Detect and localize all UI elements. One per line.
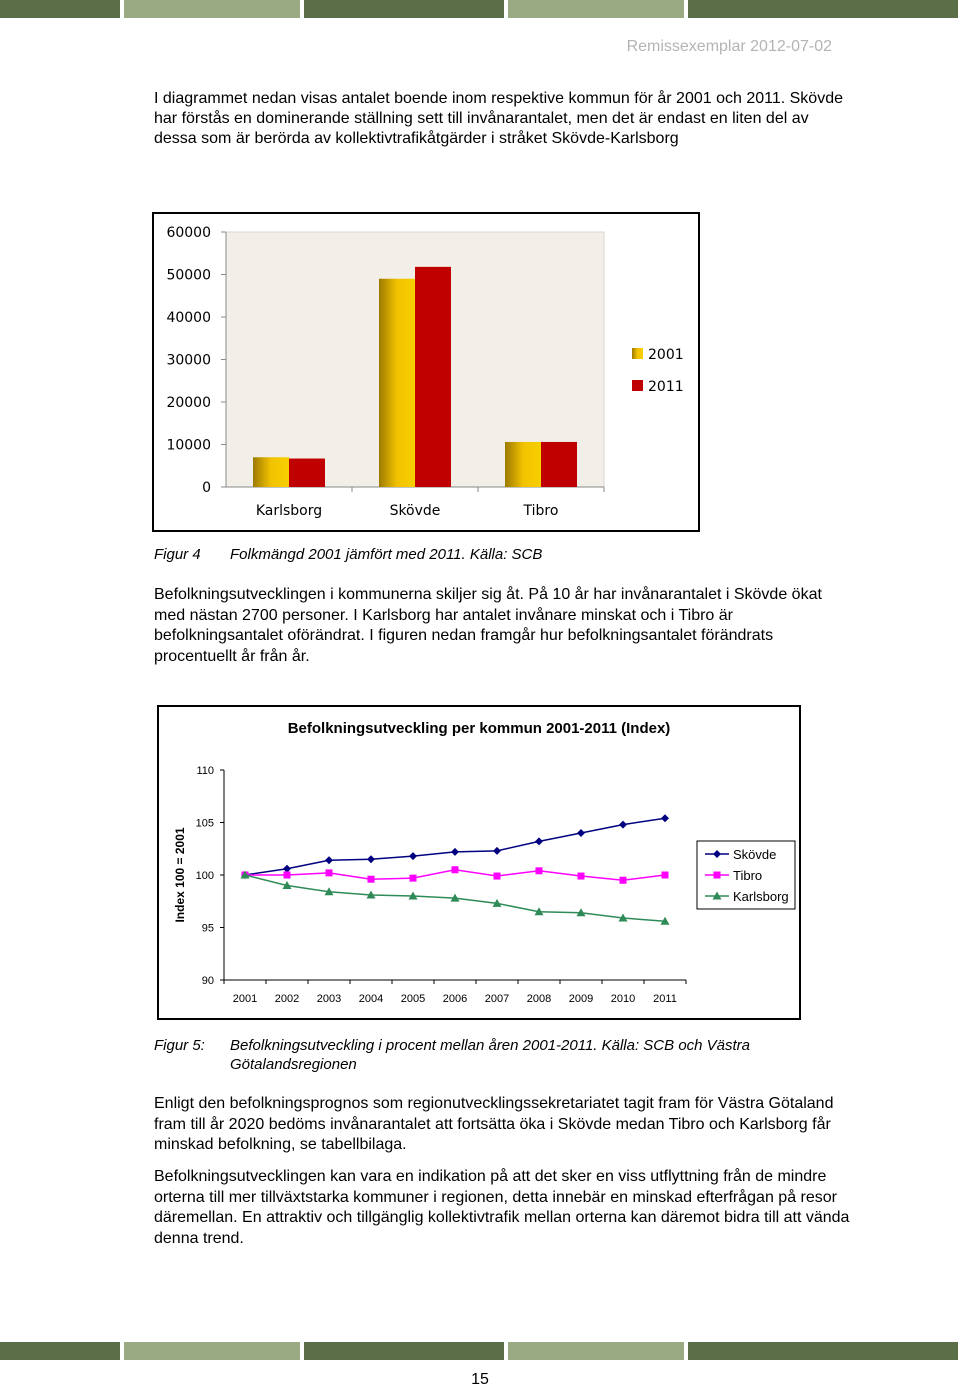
legend-marker-tibro <box>714 872 721 879</box>
bar-chart-svg <box>152 212 700 532</box>
band-segment <box>304 1342 504 1360</box>
legend-swatch-2011 <box>632 380 643 391</box>
x-tick-label: Karlsborg <box>255 503 323 519</box>
y-tick-label: 30000 <box>166 352 211 369</box>
y-tick-label: 95 <box>201 922 214 935</box>
legend-label-2011: 2011 <box>648 379 684 395</box>
y-tick-label: 50000 <box>166 267 211 284</box>
bar-2001-skövde <box>379 279 415 487</box>
header-band <box>0 0 960 18</box>
x-tick-label: Tibro <box>523 503 559 519</box>
figure4-caption <box>154 545 854 565</box>
figure5-number: Figur 5: <box>154 1037 205 1054</box>
growth-paragraph: Befolkningsutvecklingen i kommunerna skiljer sig åt. På 10 år har invånarantalet i Skövde ökat med nästan 2700 personer. I Karlsborg har antalet invånare minskat och i Tibro är befolkningsantalet oförändrat. I figuren nedan framgår hur befolkningsantalet förändrats procentuellt år från år. <box>154 586 822 665</box>
band-segment <box>304 0 504 18</box>
data-point-tibro <box>620 877 627 884</box>
y-tick-label: 110 <box>196 765 214 777</box>
data-point-tibro <box>662 872 669 879</box>
page-number: 15 <box>471 1371 489 1388</box>
y-tick-label: 20000 <box>166 395 211 411</box>
x-tick-label: 2001 <box>232 993 258 1005</box>
band-segment <box>688 0 958 18</box>
x-tick-label: 2010 <box>610 993 636 1005</box>
y-tick-label: 100 <box>195 870 214 882</box>
x-tick-label: 2008 <box>526 993 552 1005</box>
figure5-text: Befolkningsutveckling i procent mellan åren 2001-2011. Källa: SCB och Västra Götalandsregionen <box>230 1037 751 1073</box>
population-bar-chart <box>152 212 700 532</box>
y-axis-title: Index 100 = 2001 <box>173 827 187 923</box>
y-tick-label: 105 <box>195 817 214 830</box>
data-point-tibro <box>536 867 543 874</box>
figure4-number: Figur 4 <box>154 546 201 563</box>
y-tick-label: 0 <box>202 480 211 496</box>
x-tick-label: Skövde <box>389 503 441 519</box>
data-point-tibro <box>578 873 585 880</box>
chart-title: Befolkningsutveckling per kommun 2001-2011 (Index) <box>287 720 671 737</box>
legend-label-2001: 2001 <box>648 347 684 363</box>
band-segment <box>124 0 300 18</box>
remiss-label: Remissexemplar 2012-07-02 <box>626 38 832 55</box>
figure4-text: Folkmängd 2001 jämfört med 2011. Källa: SCB <box>230 546 543 563</box>
data-point-tibro <box>326 869 333 876</box>
bar-2001-karlsborg <box>253 457 289 487</box>
y-tick-label: 60000 <box>166 225 211 241</box>
x-tick-label: 2005 <box>400 993 426 1005</box>
bar-2011-skövde <box>415 267 451 487</box>
footer-band <box>0 1342 960 1360</box>
legend-label-tibro: Tibro <box>733 868 763 883</box>
x-tick-label: 2009 <box>568 993 594 1005</box>
bar-2011-tibro <box>541 442 577 487</box>
band-segment <box>508 1342 684 1360</box>
data-point-tibro <box>284 872 291 879</box>
population-index-line-chart <box>157 705 801 1020</box>
prognosis-paragraph: Enligt den befolkningsprognos som regionutvecklingssekretariatet tagit fram för Västra Götaland fram till år 2020 bedöms invånarantalet att fortsätta öka i Skövde medan Tibro och Karlsborg får minskad befolkning, se tabellbilaga. <box>154 1095 834 1153</box>
figure5-caption <box>154 1036 854 1076</box>
intro-paragraph: I diagrammet nedan visas antalet boende inom respektive kommun för år 2001 och 2011. Skövde har förstås en dominerande ställning sett till invånarantalet, men det är endast en liten del av dessa som är berörda av kollektivtrafikåtgärder i stråket Skövde-Karlsborg <box>154 90 843 147</box>
y-tick-label: 10000 <box>166 437 211 454</box>
x-tick-label: 2004 <box>358 993 384 1005</box>
data-point-tibro <box>410 875 417 882</box>
line-chart-svg <box>157 705 801 1020</box>
x-tick-label: 2002 <box>274 993 300 1005</box>
legend-label-skövde: Skövde <box>733 847 777 862</box>
band-segment <box>124 1342 300 1360</box>
data-point-tibro <box>494 873 501 880</box>
band-segment <box>688 1342 958 1360</box>
bar-2011-karlsborg <box>289 459 325 487</box>
x-tick-label: 2006 <box>442 993 468 1005</box>
band-segment <box>0 0 120 18</box>
legend-label-karlsborg: Karlsborg <box>733 889 789 904</box>
data-point-tibro <box>368 876 375 883</box>
indication-paragraph: Befolkningsutvecklingen kan vara en indikation på att det sker en viss utflyttning från de mindre orterna till mer tillväxtstarka kommuner i regionen, detta innebär en minskad efterfrågan på resor däremellan. En attraktiv och tillgänglig kollektivtrafik mellan orterna kan däremot bidra till att vända denna trend. <box>154 1168 850 1247</box>
legend-swatch-2001 <box>632 348 643 359</box>
x-tick-label: 2003 <box>316 993 342 1005</box>
x-tick-label: 2007 <box>484 993 510 1005</box>
x-tick-label: 2011 <box>653 993 677 1005</box>
band-segment <box>508 0 684 18</box>
y-tick-label: 90 <box>201 975 214 987</box>
band-segment <box>0 1342 120 1360</box>
data-point-tibro <box>452 866 459 873</box>
bar-2001-tibro <box>505 442 541 487</box>
y-tick-label: 40000 <box>166 310 211 326</box>
